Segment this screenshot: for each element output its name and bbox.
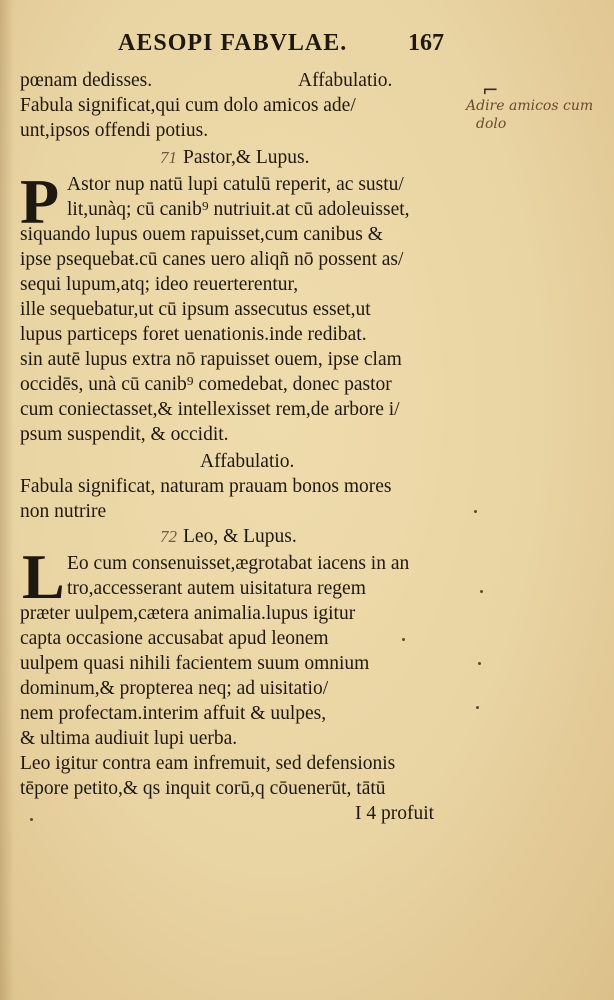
text-line: psum suspendit, & occidit. xyxy=(20,424,229,445)
text-line: sin autē lupus extra nō rapuisset ouem, ipse clam xyxy=(20,349,402,370)
text-line: ille sequebatur,ut cū ipsum assecutus esset,ut xyxy=(20,299,371,320)
section-heading-affabulatio: Affabulatio. xyxy=(200,451,295,472)
page-blemish xyxy=(480,590,483,593)
text-line: tēpore petito,& qs inquit corū,q cōuenerūt, tātū xyxy=(20,778,386,799)
text-line: Astor nup natū lupi catulū reperit, ac sustu/ xyxy=(67,174,404,195)
text-line: sequi lupum,atq; ideo reuerterentur, xyxy=(20,274,299,295)
text-line: Leo igitur contra eam infremuit, sed defensionis xyxy=(20,753,396,774)
text-line: Eo cum consenuisset,ægrotabat iacens in an xyxy=(67,553,410,574)
text-line: Fabula significat, naturam prauam bonos mores xyxy=(20,476,392,497)
section-heading-affabulatio: Affabulatio. xyxy=(298,70,393,91)
text-line: pœnam dedisses. xyxy=(20,70,153,91)
page-gutter-shadow xyxy=(0,0,14,1000)
text-line: uulpem quasi nihili facientem suum omnium xyxy=(20,653,370,674)
fable-title-pastor xyxy=(160,145,614,170)
text-line: unt,ipsos offendi potius. xyxy=(20,120,209,141)
text-line: non nutrire xyxy=(20,501,107,522)
text-line: siquando lupus ouem rapuisset,cum canibus & xyxy=(20,224,383,245)
text-line: lupus particeps foret uenationis.inde redibat. xyxy=(20,324,367,345)
text-line: occidēs, unà cū canib⁹ comedebat, donec pastor xyxy=(20,374,392,395)
page-blemish xyxy=(474,510,477,513)
drop-cap: L xyxy=(22,541,65,612)
page-blemish xyxy=(476,706,479,709)
drop-cap: P xyxy=(20,166,60,237)
page-number: 167 xyxy=(408,30,444,56)
page-blemish xyxy=(402,638,405,641)
fable-title-leo xyxy=(160,524,460,549)
fable-number-marker: 72 xyxy=(160,527,177,546)
text-line: cum coniectasset,& intellexisset rem,de arbore i/ xyxy=(20,399,400,420)
marginal-handwritten-note: Adire amicos cum xyxy=(466,98,594,114)
text-line: nem profectam.interim affuit & uulpes, xyxy=(20,703,327,724)
text-line: præter uulpem,cætera animalia.lupus igitur xyxy=(20,603,356,624)
running-head: AESOPI FABVLAE. xyxy=(118,30,348,56)
text-line: dominum,& propterea neq; ad uisitatio/ xyxy=(20,678,329,699)
marginal-handwritten-note: dolo xyxy=(476,116,507,132)
fable-number-marker: 71 xyxy=(160,148,177,167)
text-line: & ultima audiuit lupi uerba. xyxy=(20,728,238,749)
page-blemish xyxy=(478,662,481,665)
text-line: Fabula significat,qui cum dolo amicos ade/ xyxy=(20,95,356,116)
text-line: ipse psequebaŧ.cū canes uero aliqñ nō possent as/ xyxy=(20,249,404,270)
text-line: tro,accesserant autem uisitatura regem xyxy=(67,578,366,599)
fable-title-text: Pastor,& Lupus. xyxy=(183,147,310,168)
handwritten-bracket-mark: ⌐ xyxy=(482,78,499,102)
signature-and-catchword: I 4 profuit xyxy=(355,803,435,824)
text-line: lit,unàq; cū canib⁹ nutriuit.at cū adoleuisset, xyxy=(67,199,410,220)
text-line: capta occasione accusabat apud leonem xyxy=(20,628,329,649)
page-blemish xyxy=(30,818,33,821)
fable-title-text: Leo, & Lupus. xyxy=(183,526,297,547)
